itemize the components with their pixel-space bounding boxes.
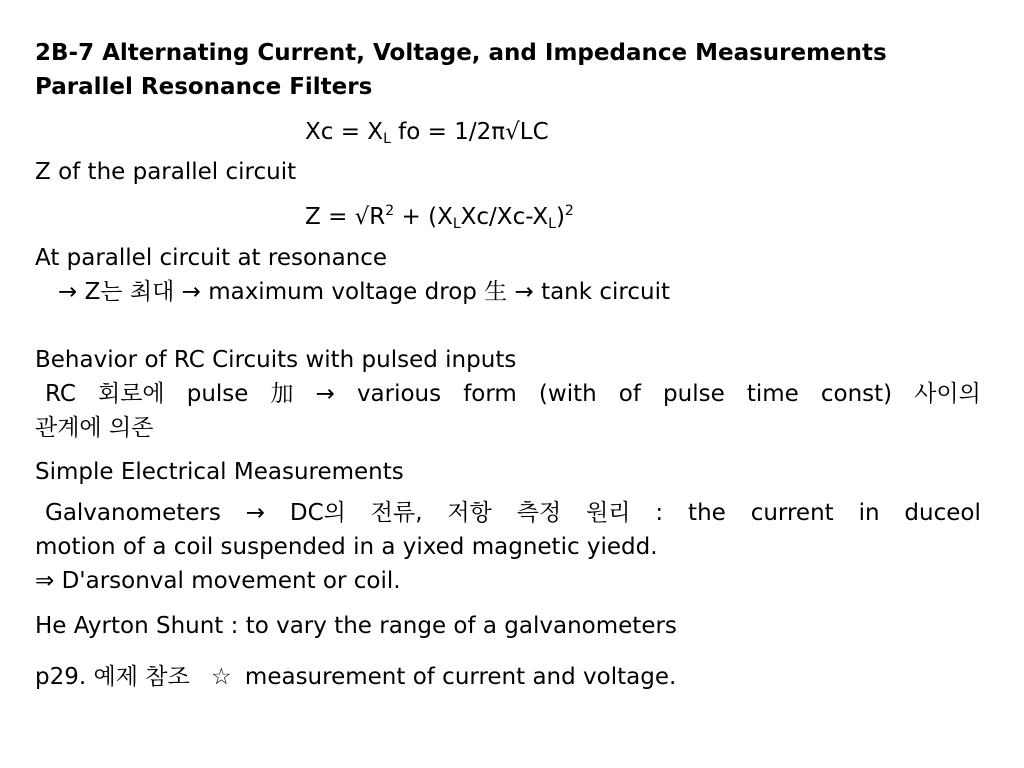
formula2-part-c: Xc/Xc-X	[460, 204, 549, 230]
title-line-2: Parallel Resonance Filters	[35, 74, 373, 100]
title-line-1: 2B-7 Alternating Current, Voltage, and Impedance Measurements	[35, 40, 887, 66]
rc-word: 加	[270, 381, 294, 407]
impedance-formula	[305, 200, 574, 234]
formula2-sup-a: 2	[385, 203, 395, 219]
rc-line-2: 관계에 의존	[35, 415, 154, 441]
reference-suffix: measurement of current and voltage.	[244, 664, 677, 690]
rc-word: pulse	[663, 381, 725, 407]
measure-word: 전류,	[370, 500, 423, 526]
formula1-part-b: fo = 1/2π√LC	[390, 119, 549, 145]
measure-word: 원리	[586, 500, 631, 526]
rc-line-1	[45, 377, 981, 411]
measure-word: current	[750, 500, 834, 526]
measure-heading: Simple Electrical Measurements	[35, 459, 404, 485]
measure-word: DC의	[289, 500, 346, 526]
measure-word: duceol	[904, 500, 981, 526]
z-parallel-label: Z of the parallel circuit	[35, 159, 297, 185]
rc-word: RC	[45, 381, 76, 407]
measure-word: in	[858, 500, 880, 526]
formula2-sub-b: L	[452, 216, 461, 232]
rc-word: various	[356, 381, 442, 407]
resonance-formula	[305, 115, 549, 149]
measure-word: 저항	[447, 500, 492, 526]
measure-line-3: ⇒ D'arsonval movement or coil.	[35, 568, 401, 594]
reference-prefix: p29. 예제 참조	[35, 664, 190, 690]
rc-word: form	[463, 381, 517, 407]
measure-word: →	[245, 500, 265, 526]
rc-word: 사이의	[914, 381, 981, 407]
formula2-sup-d: 2	[564, 203, 574, 219]
rc-word: →	[315, 381, 335, 407]
measure-word: Galvanometers	[45, 500, 221, 526]
resonance-line: At parallel circuit at resonance	[35, 245, 388, 271]
rc-heading: Behavior of RC Circuits with pulsed inputs	[35, 347, 517, 373]
rc-word: pulse	[186, 381, 249, 407]
ayrton-shunt-line: He Ayrton Shunt : to vary the range of a galvanometers	[35, 613, 677, 639]
slide-title	[35, 36, 985, 104]
resonance-arrow-line: → Z는 최대 → maximum voltage drop 生 → tank circuit	[58, 279, 671, 305]
measure-line-1	[45, 496, 981, 530]
star-icon: ☆	[210, 664, 232, 690]
formula1-part-a: Xc = X	[305, 119, 384, 145]
formula2-sub-c: L	[548, 216, 556, 232]
measure-word: the	[688, 500, 726, 526]
formula2-part-a: Z = √R	[305, 204, 386, 230]
reference-line	[35, 660, 676, 694]
formula2-part-d: )	[555, 204, 565, 230]
formula1-sub-l: L	[383, 131, 391, 147]
rc-word: (with	[538, 381, 597, 407]
rc-word: of	[618, 381, 641, 407]
measure-line-2: motion of a coil suspended in a yixed magnetic yiedd.	[35, 534, 658, 560]
rc-word: time	[746, 381, 799, 407]
measure-word: 측정	[516, 500, 562, 526]
rc-word: 회로에	[97, 381, 165, 407]
rc-word: const)	[820, 381, 893, 407]
measure-word: :	[655, 500, 664, 526]
formula2-part-b: + (X	[394, 204, 453, 230]
